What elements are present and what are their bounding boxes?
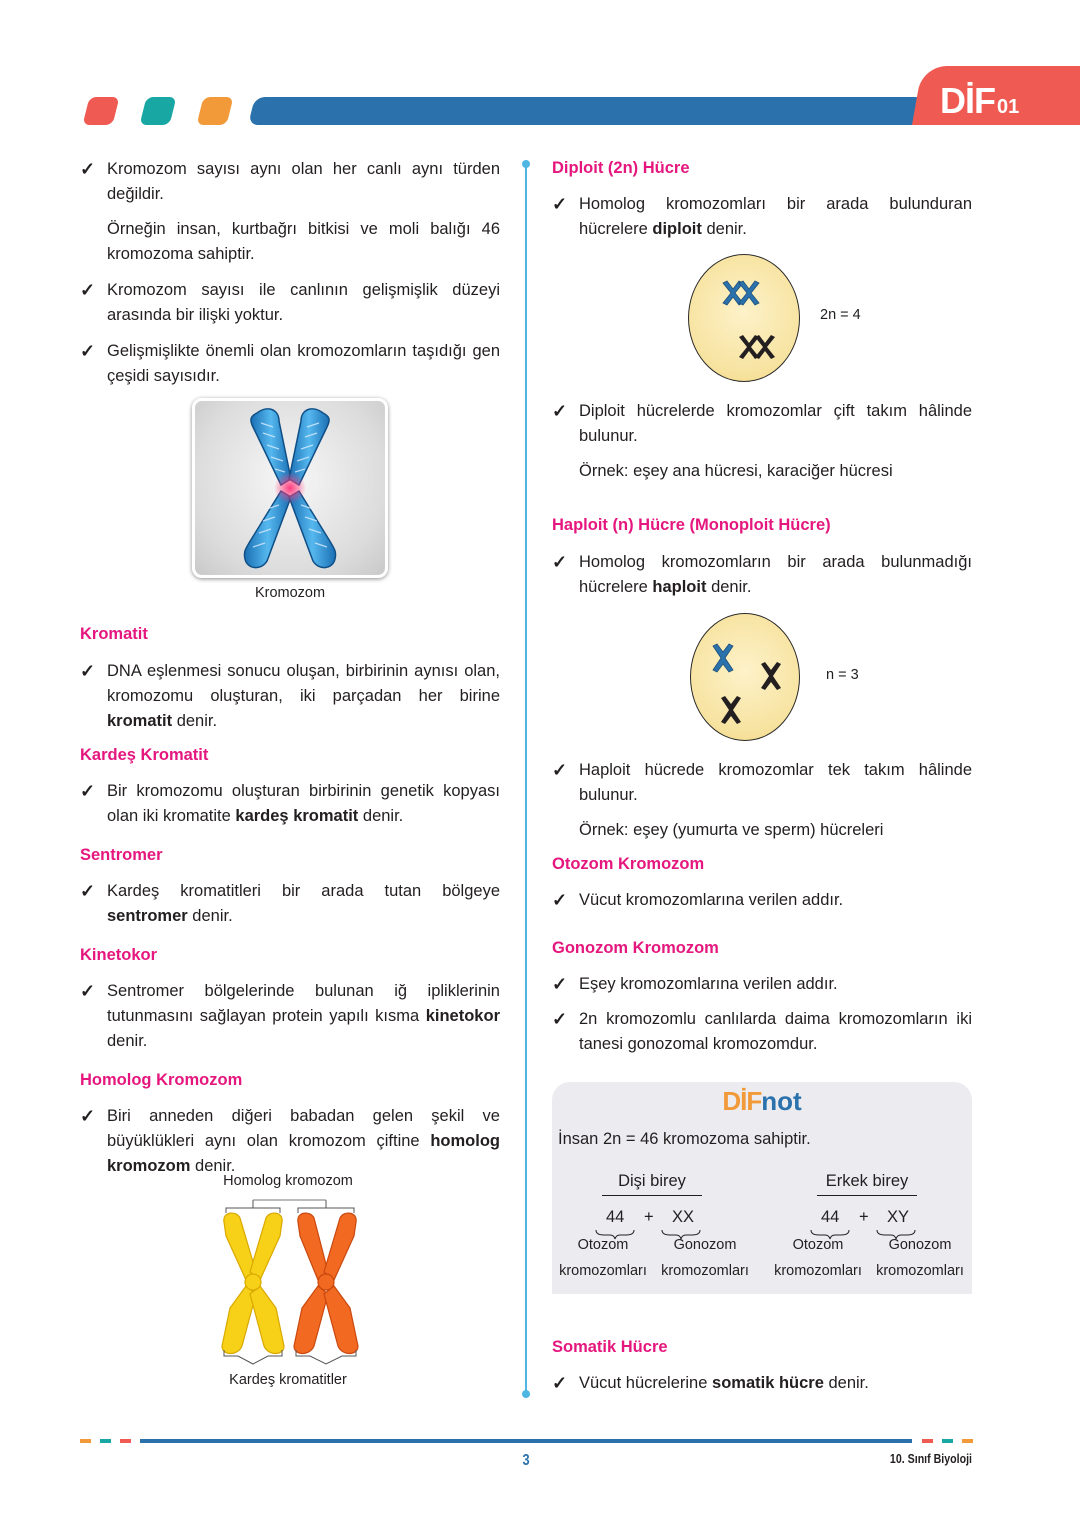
footer-dash-orange-right — [962, 1439, 973, 1443]
check-icon: ✓ — [80, 881, 96, 901]
heading-sentromer: Sentromer — [80, 846, 163, 864]
bullet-otozom: ✓ Vücut kromozomlarına verilen addır. — [552, 888, 972, 913]
bullet-gonozom-2: ✓ 2n kromozomlu canlılarda daima kromozomların iki tanesi gonozomal kromozomdur. — [552, 1009, 972, 1053]
diploid-label: 2n = 4 — [820, 307, 861, 323]
male-gono-label-1: Gonozom — [888, 1237, 952, 1253]
bullet-haploit-def: ✓ Homolog kromozomların bir arada bulunmadığı hücrelere haploit denir. — [552, 552, 972, 596]
bullet-kinetokor: ✓ Sentromer bölgelerinde bulunan iğ ipliklerinin tutunmasını sağlayan protein yapılı kısma kinetokor denir. — [80, 981, 500, 1050]
check-icon: ✓ — [552, 1373, 568, 1393]
male-auto-label-2: kromozomları — [774, 1263, 862, 1279]
female-gono-label-1: Gonozom — [673, 1237, 737, 1253]
male-karyotype — [767, 1172, 967, 1279]
difnot-box — [552, 1082, 972, 1294]
bullet-kardes-kromatit: ✓ Bir kromozomu oluşturan birbirinin genetik kopyası olan iki kromatite kardeş kromatit denir. — [80, 781, 500, 825]
difnot-intro: İnsan 2n = 46 kromozoma sahiptir. — [558, 1130, 811, 1148]
haploit-example: Örnek: eşey (yumurta ve sperm) hücreleri — [579, 821, 884, 839]
right-column-haploit-2 — [552, 758, 972, 1057]
check-icon: ✓ — [552, 194, 568, 214]
header-square-teal — [140, 97, 177, 125]
footer-dash-teal — [100, 1439, 111, 1443]
bullet-homolog: ✓ Biri anneden diğeri babadan gelen şekil ve büyüklükleri aynı olan kromozom çiftine homolog kromozom denir. — [80, 1106, 500, 1175]
right-column-diploit — [552, 157, 972, 242]
left-column-definitions — [80, 623, 500, 1179]
male-plus: + — [859, 1208, 869, 1226]
heading-kardes-kromatit: Kardeş Kromatit — [80, 746, 209, 764]
divider-dot-bottom — [522, 1390, 530, 1398]
homolog-diagram-bottom-label: Kardeş kromatitler — [229, 1372, 347, 1388]
footer-dash-red-right — [922, 1439, 933, 1443]
column-divider — [525, 163, 527, 1393]
check-icon: ✓ — [80, 661, 96, 681]
haploid-cell — [690, 613, 800, 741]
bullet-gonozom-1: ✓ Eşey kromozomlarına verilen addır. — [552, 972, 972, 997]
bullet-development: ✓ Kromozom sayısı ile canlının gelişmişlik düzeyi arasında bir ilişki yoktur. — [80, 280, 500, 324]
heading-otozom: Otozom Kromozom — [552, 855, 705, 873]
heading-diploit: Diploit (2n) Hücre — [552, 159, 690, 177]
example-46: Örneğin insan, kurtbağrı bitkisi ve moli balığı 46 kromozoma sahiptir. — [107, 220, 500, 263]
footer-dash-red — [120, 1439, 131, 1443]
female-karyotype — [552, 1172, 752, 1279]
page-number: 3 — [522, 1452, 530, 1469]
heading-gonozom: Gonozom Kromozom — [552, 939, 719, 957]
heading-haploit: Haploit (n) Hücre (Monoploit Hücre) — [552, 516, 831, 534]
bullet-diploit-pairs: ✓ Diploit hücrelerde kromozomlar çift takım hâlinde bulunur. — [552, 401, 972, 445]
heading-kromatit: Kromatit — [80, 625, 148, 643]
check-icon: ✓ — [80, 159, 96, 179]
bullet-species: ✓ Kromozom sayısı aynı olan her canlı aynı türden değildir. — [80, 159, 500, 203]
diploit-example: Örnek: eşey ana hücresi, karaciğer hücresi — [579, 462, 893, 480]
female-title: Dişi birey — [602, 1172, 702, 1196]
male-auto: 44 — [821, 1208, 840, 1226]
check-icon: ✓ — [80, 1106, 96, 1126]
check-icon: ✓ — [552, 401, 568, 421]
heading-homolog: Homolog Kromozom — [80, 1071, 243, 1089]
female-auto: 44 — [606, 1208, 625, 1226]
check-icon: ✓ — [80, 341, 96, 361]
bullet-gene-variety: ✓ Gelişmişlikte önemli olan kromozomların taşıdığı gen çeşidi sayısıdır. — [80, 341, 500, 385]
female-auto-label-1: Otozom — [577, 1237, 629, 1253]
footer-dash-orange — [80, 1439, 91, 1443]
bullet-somatik: ✓ Vücut hücrelerine somatik hücre denir. — [552, 1371, 972, 1396]
diploid-cell — [688, 254, 800, 382]
book-title: 10. Sınıf Biyoloji — [889, 1452, 972, 1466]
check-icon: ✓ — [552, 890, 568, 910]
right-column-somatik — [552, 1336, 972, 1396]
header-square-orange — [197, 97, 234, 125]
divider-dot-top — [522, 160, 530, 168]
female-plus: + — [644, 1208, 654, 1226]
chromosome-photo — [192, 398, 388, 578]
homolog-chromosome-diagram — [210, 1196, 370, 1372]
check-icon: ✓ — [552, 974, 568, 994]
bullet-kromatit: ✓ DNA eşlenmesi sonucu oluşan, birbirinin aynısı olan, kromozomu oluşturan, iki parçadan her birine kromatit denir. — [80, 661, 500, 730]
footer-bar — [140, 1439, 912, 1443]
heading-kinetokor: Kinetokor — [80, 946, 158, 964]
header-number: 01 — [997, 96, 1020, 118]
male-sex: XY — [887, 1208, 910, 1226]
difnot-logo: DİFnot — [722, 1086, 802, 1116]
header-square-red — [83, 97, 120, 125]
haploid-label: n = 3 — [826, 667, 859, 683]
check-icon: ✓ — [80, 781, 96, 801]
female-gono-label-2: kromozomları — [661, 1263, 749, 1279]
right-column-diploit-2 — [552, 399, 972, 600]
male-gono-label-2: kromozomları — [876, 1263, 964, 1279]
check-icon: ✓ — [80, 280, 96, 300]
bullet-sentromer: ✓ Kardeş kromatitleri bir arada tutan bölgeye sentromer denir. — [80, 881, 500, 925]
male-auto-label-1: Otozom — [792, 1237, 844, 1253]
bullet-haploit-single: ✓ Haploit hücrede kromozomlar tek takım hâlinde bulunur. — [552, 760, 972, 804]
chromosome-photo-caption: Kromozom — [254, 585, 326, 601]
heading-somatik: Somatik Hücre — [552, 1338, 668, 1356]
check-icon: ✓ — [80, 981, 96, 1001]
female-auto-label-2: kromozomları — [559, 1263, 647, 1279]
female-sex: XX — [672, 1208, 695, 1226]
homolog-diagram-top-label: Homolog kromozom — [223, 1173, 353, 1189]
male-title: Erkek birey — [817, 1172, 917, 1196]
check-icon: ✓ — [552, 1009, 568, 1029]
check-icon: ✓ — [552, 760, 568, 780]
left-column — [80, 150, 500, 389]
check-icon: ✓ — [552, 552, 568, 572]
footer-dash-teal-right — [942, 1439, 953, 1443]
header-brand: DİF 01 — [940, 80, 1020, 121]
bullet-diploit-def: ✓ Homolog kromozomları bir arada bulunduran hücrelere diploit denir. — [552, 194, 972, 238]
